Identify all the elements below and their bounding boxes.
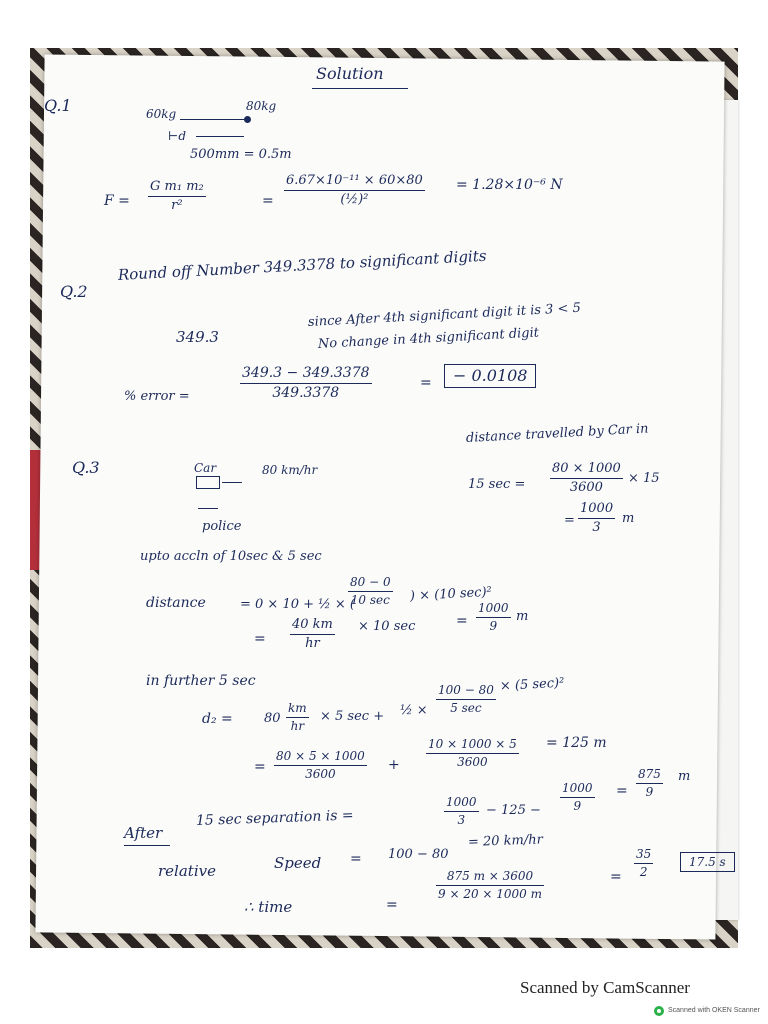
scanner-watermark: Scanned by CamScanner [520,978,690,997]
scanner-subtext: Scanned with OKEN Scanner [668,1007,760,1014]
q3-police-label: police [202,519,242,534]
fraction-bar [240,383,372,384]
q1-force-denominator: r² [171,198,183,214]
fraction-bar [578,518,615,519]
q3-car-shape [196,476,220,489]
fraction-bar [636,783,663,784]
q1-equals: = [262,193,274,209]
q3-distance-note: distance travelled by Car in [465,421,649,446]
q2-rounded: 349.3 [176,328,219,346]
q3-d15-result-denominator: 3 [592,520,601,536]
q3-dist2-result-denominator: 9 [489,619,498,634]
q3-car-label: Car [194,461,217,475]
q3-d15-multiplier: × 15 [628,471,660,486]
q3-sep-den2: 9 [573,799,582,814]
q3-sep-num1: 1000 [446,795,477,809]
q3-d15-unit: m [622,511,635,526]
q3-fraction-35-numerator: 35 [636,847,652,861]
q3-d2-line2-frac1 [274,750,367,781]
fraction-bar [274,765,367,766]
q1-substitution [284,174,425,208]
q3-dist2-speed [290,618,335,652]
q3-d15-numerator: 80 × 1000 [552,461,621,476]
q3-separation-label: 15 sec separation is = [195,807,354,829]
q3-speed-equals: = [350,851,362,867]
q2-statement: Round off Number 349.3378 to significant digits [117,246,487,284]
q3-d2-tail: × (5 sec)² [499,675,565,694]
q3-after-underline [124,845,170,846]
q3-sep-unit: m [678,769,691,784]
q1-distance-value: 500mm = 0.5m [190,147,292,162]
fraction-bar [550,478,623,479]
q3-sep-result [636,768,663,799]
q3-car-arrow [222,482,242,483]
q3-time-formula [436,870,544,901]
q3-accel-denominator: 10 sec [350,593,390,608]
page-title: Solution [316,64,384,83]
q3-fraction-35-denominator: 2 [639,865,648,880]
q1-separation-line [180,119,248,120]
q2-error-denominator: 349.3378 [272,385,340,402]
fraction-bar [444,811,479,812]
q3-d2-accel-numerator: 100 − 80 [438,683,494,697]
q3-d2-line2-den1: 3600 [305,767,336,782]
q1-mass-right: 80kg [246,99,277,113]
q1-force-formula [148,180,206,214]
q2-error-numerator: 349.3 − 349.3378 [242,365,370,381]
q3-d2-line2-frac2 [426,738,519,769]
q2-reason-2: No change in 4th significant digit [317,325,540,352]
q3-distance-expr-b: ) × (10 sec)² [409,584,493,604]
q1-force-numerator: G m₁ m₂ [150,179,204,194]
fraction-bar [436,699,496,700]
fraction-bar [284,190,425,191]
fraction-bar [290,634,335,635]
fraction-bar [148,196,206,197]
q3-after-label: After [124,824,163,842]
fraction-bar [348,591,393,592]
q1-result: = 1.28×10⁻⁶ N [456,177,563,193]
q3-fraction-35-2 [634,848,653,879]
fraction-bar [436,885,544,886]
q1-mass-dot [244,116,251,123]
q3-car-speed: 80 km/hr [262,463,318,477]
q3-d2-line2-num1: 80 × 5 × 1000 [276,749,365,763]
q3-d2-accel-frac [436,684,496,715]
q1-force-lhs: F = [104,193,130,209]
q3-d15-result [578,502,615,536]
q3-sep-den1: 3 [457,813,466,828]
q3-d15-equals: = [564,513,575,528]
q1-distance-arrow [196,136,244,137]
q3-dist2-unit: m [516,609,529,624]
fraction-bar [286,717,309,718]
q2-error-label: % error = [124,389,190,404]
q3-sep-equals: = [616,783,628,799]
q1-sub-denominator: (½)² [340,192,369,208]
q3-dist2-multiplier: × 10 sec [358,619,416,634]
q3-d15-formula [550,462,623,496]
q3-d2-accel-denominator: 5 sec [450,701,482,716]
q3-distance-label: distance [146,595,206,611]
q1-label: Q.1 [44,96,72,115]
q3-d2-line2-den2: 3600 [457,755,488,770]
q3-accel-line: upto accln of 10sec & 5 sec [140,549,322,564]
q1-sub-numerator: 6.67×10⁻¹¹ × 60×80 [286,173,423,188]
q1-mass-left: 60kg [146,107,177,121]
q3-time-result-box: 17.5 s [680,852,735,872]
fraction-bar [476,617,511,618]
fraction-bar [634,863,653,864]
q3-distance-15sec: 15 sec = [468,477,526,492]
title-underline [312,88,408,89]
q3-d2-speed-value: 80 [264,711,281,726]
q3-speed-result: = 20 km/hr [467,832,544,850]
scanner-logo-icon [654,1006,664,1016]
q2-reason-1: since After 4th significant digit it is 3 < 5 [307,300,582,330]
q3-d2-unit-denominator: hr [290,719,305,734]
q3-police-arrow [198,508,218,509]
q3-accel-numerator: 80 − 0 [350,575,391,589]
q3-time-numerator: 875 m × 3600 [446,869,534,883]
q3-sep-frac2 [560,782,595,813]
q3-d2-line2-num2: 10 × 1000 × 5 [428,737,517,751]
q3-time-denominator: 9 × 20 × 1000 m [438,887,543,902]
q3-time-equals: = [386,897,398,913]
q3-d2-label: d₂ = [202,711,233,727]
q3-distance-expr-a: = 0 × 10 + ½ × ( [240,597,355,612]
q3-d2-speed-unit [286,702,309,733]
q3-sep-middle: − 125 − [486,803,541,818]
q3-d2-line2-equals: = [254,759,266,775]
q3-dist2-numerator: 40 km [292,617,333,632]
q3-relative-label: relative [158,862,216,880]
q3-sep-result-numerator: 875 [638,767,661,781]
fraction-bar [426,753,519,754]
q3-d2-time-term: × 5 sec + [320,709,385,724]
q3-sep-result-denominator: 9 [645,785,654,800]
q2-error-result-box: − 0.0108 [444,364,536,388]
q3-time-label: ∴ time [244,898,293,916]
fraction-bar [560,797,595,798]
q3-dist2-result [476,602,511,633]
q2-error-equals: = [420,375,432,391]
q3-sep-frac1 [444,796,479,827]
q3-time-result-equals: = [610,869,622,885]
q3-d15-result-numerator: 1000 [580,501,614,516]
q3-dist2-equals: = [254,631,266,647]
q3-d2-half: ½ × [400,703,428,718]
q3-d2-unit-numerator: km [288,701,307,715]
q3-further-label: in further 5 sec [146,673,256,689]
q3-d15-denominator: 3600 [569,480,603,496]
q3-sep-num2: 1000 [562,781,593,795]
q3-d2-line2-result: = 125 m [546,735,607,751]
q3-dist2-denominator: hr [305,636,320,652]
q1-distance-marker: ⊢d [168,129,186,143]
q2-error-formula [240,366,372,402]
q3-distance-accel-frac [348,576,393,607]
q3-dist2-result-equals: = [456,613,468,629]
q3-dist2-result-numerator: 1000 [478,601,509,615]
q3-label: Q.3 [72,458,100,477]
q3-speed-value: 100 − 80 [388,847,449,862]
q2-label: Q.2 [60,282,88,301]
q3-d2-line2-plus: + [388,757,400,773]
q3-speed-label: Speed [274,854,322,872]
